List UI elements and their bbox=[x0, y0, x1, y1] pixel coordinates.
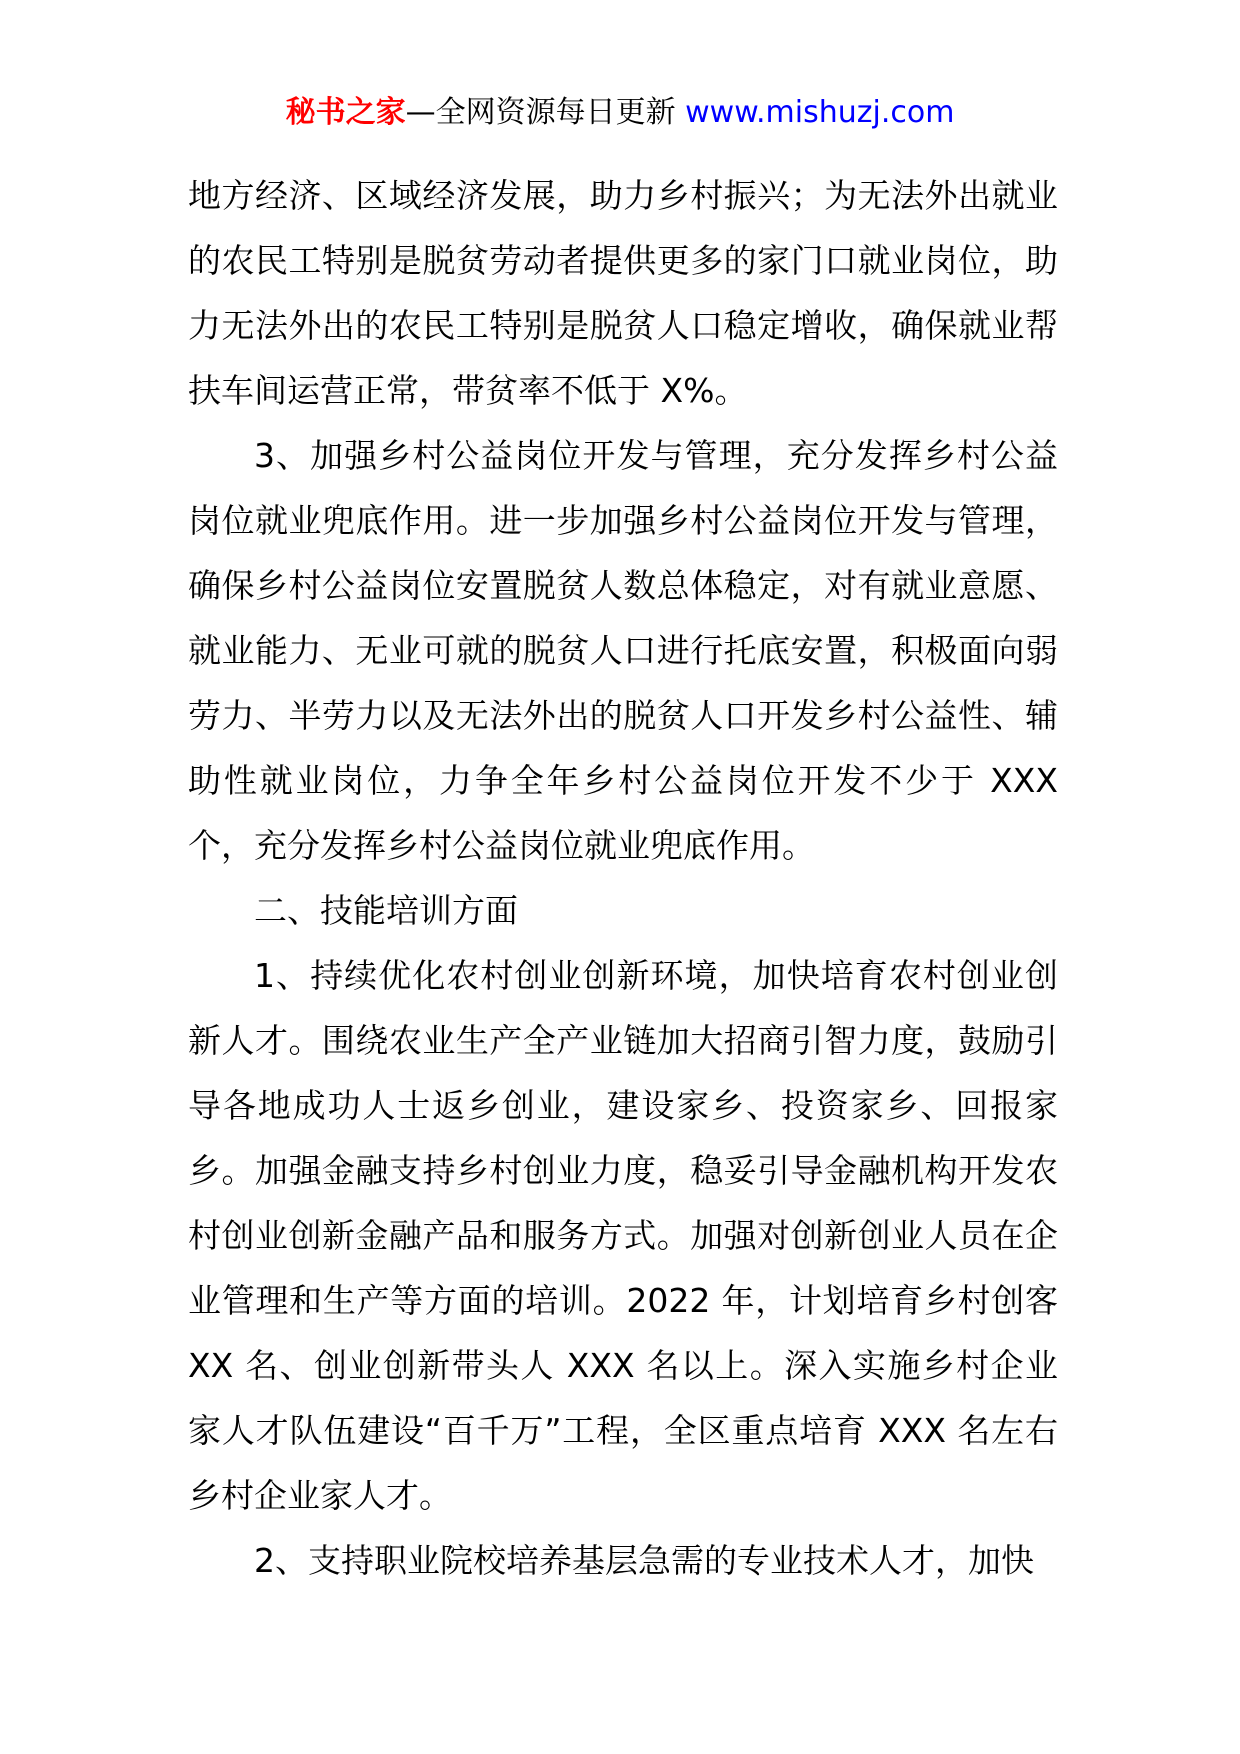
site-brand: 秘书之家 bbox=[285, 95, 406, 130]
paragraph-item-2-vocational-schools: 2、支持职业院校培养基层急需的专业技术人才，加快 bbox=[254, 1541, 1034, 1580]
paragraph-item-1-entrepreneurship: 1、持续优化农村创业创新环境，加快培育农村创业创新人才。围绕农业生产全产业链加大招商引智力度，鼓励引导各地成功人士返乡创业，建设家乡、投资家乡、回报家乡。加强金融支持乡村创业力度，稳妥引导金融机构开发农村创业创新金融产品和服务方式。加强对创新创业人员在企业管理和生产等方面的培训。2022 年，计划培育乡村创客 XX 名、创业创新带头人 XXX 名以上。深入实施乡村企业家人才队伍建设“百千万”工程，全区重点培育 XXX 名左右乡村企业家人才。 bbox=[188, 956, 1058, 1515]
site-header bbox=[0, 93, 1240, 133]
paragraph-item-3-public-welfare-posts: 3、加强乡村公益岗位开发与管理，充分发挥乡村公益岗位就业兜底作用。进一步加强乡村公益岗位开发与管理，确保乡村公益岗位安置脱贫人数总体稳定，对有就业意愿、就业能力、无业可就的脱贫人口进行托底安置，积极面向弱劳力、半劳力以及无法外出的脱贫人口开发乡村公益性、辅助性就业岗位，力争全年乡村公益岗位开发不少于 XXX 个，充分发挥乡村公益岗位就业兜底作用。 bbox=[188, 436, 1058, 865]
document-body bbox=[188, 163, 1058, 1593]
site-url-link[interactable]: www.mishuzj.com bbox=[685, 95, 955, 130]
site-tagline: —全网资源每日更新 bbox=[405, 95, 676, 130]
section-heading-skills-training: 二、技能培训方面 bbox=[254, 891, 518, 930]
paragraph-continued: 地方经济、区域经济发展，助力乡村振兴；为无法外出就业的农民工特别是脱贫劳动者提供更多的家门口就业岗位，助力无法外出的农民工特别是脱贫人口稳定增收，确保就业帮扶车间运营正常，带贫率不低于 X%。 bbox=[188, 176, 1058, 410]
